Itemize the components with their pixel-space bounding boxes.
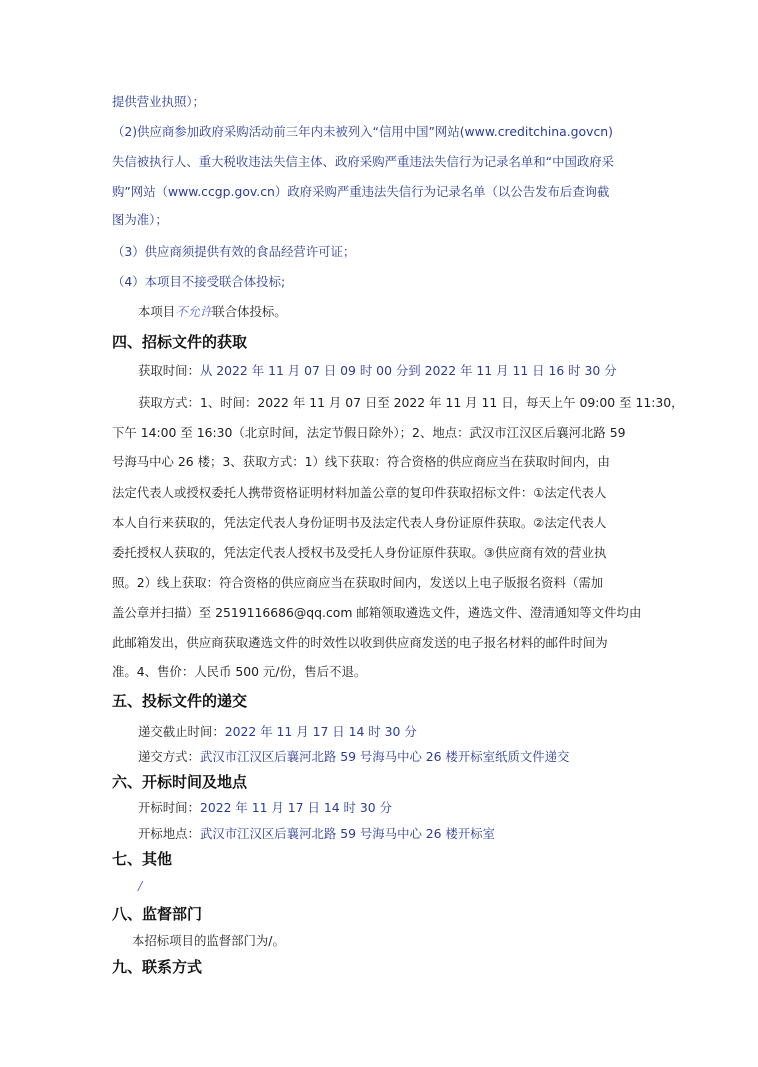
field-value: 从 2022 年 11 月 07 日 09 时 00 分到 2022 年 11 月 11 日 16 时 30 分: [199, 363, 617, 378]
text-line: 本招标项目的监督部门为/。: [132, 933, 285, 948]
text-line: 照。2）线上获取：符合资格的供应商应当在获取时间内，发送以上电子版报名资料（需加: [112, 575, 604, 590]
field-label: 开标地点：: [138, 826, 200, 841]
field-value: 2022 年 11 月 17 日 14 时 30 分: [224, 724, 417, 739]
section-heading: 七、其他: [112, 850, 173, 868]
text-line: 图为准）；: [112, 212, 168, 227]
text-line: 提供营业执照）；: [112, 94, 205, 109]
text-line: 准。4、售价：人民币 500 元/份，售后不退。: [112, 664, 367, 679]
text-line: 本人自行来获取的，凭法定代表人身份证明书及法定代表人身份证原件获取。②法定代表人: [112, 515, 607, 530]
text-line: [138, 749, 569, 765]
text-line: 失信被执行人、重大税收违法失信主体、政府采购严重违法失信行为记录名单和“中国政府采: [112, 154, 615, 169]
field-label: 获取时间：: [138, 363, 200, 378]
section-heading: 六、开标时间及地点: [112, 773, 248, 791]
field-value: 武汉市江汉区后襄河北路 59 号海马中心 26 楼开标室纸质文件递交: [199, 749, 570, 764]
text-line: 委托授权人获取的，凭法定代表人授权书及受托人身份证原件获取。③供应商有效的营业执: [112, 545, 607, 560]
text-line: [138, 800, 392, 816]
section-heading: 九、联系方式: [112, 958, 203, 976]
text-line: [138, 304, 287, 320]
field-label: 开标时间：: [138, 800, 200, 815]
emphasis-text: 不允许: [175, 304, 213, 319]
field-value: 2022 年 11 月 17 日 14 时 30 分: [199, 800, 392, 815]
text-line: 购”网站（www.ccgp.gov.cn）政府采购严重违法失信行为记录名单（以公告发布后查询截: [112, 184, 610, 199]
text-line: 法定代表人或授权委托人携带资格证明材料加盖公章的复印件获取招标文件：①法定代表人: [112, 485, 607, 500]
text-line: 号海马中心 26 楼；3、获取方式：1）线下获取：符合资格的供应商应当在获取时间内，由: [112, 454, 610, 469]
text-line: （3）供应商须提供有效的食品经营许可证；: [112, 244, 356, 259]
text-line: [138, 363, 617, 379]
section-heading: 五、投标文件的递交: [112, 692, 248, 710]
field-label: 递交方式：: [138, 749, 200, 764]
text-line: 下午 14:00 至 16:30（北京时间，法定节假日除外）；2、地点：武汉市江汉区后襄河北路 59: [112, 425, 626, 440]
field-label: 递交截止时间：: [138, 724, 225, 739]
section-heading: 四、招标文件的获取: [112, 333, 248, 351]
text-line: 此邮箱发出，供应商获取遴选文件的时效性以收到供应商发送的电子报名材料的邮件时间为: [112, 635, 608, 650]
text-line: 盖公章并扫描）至 2519116686@qq.com 邮箱领取遴选文件，遴选文件、澄清通知等文件均由: [112, 605, 642, 620]
text-line: （4）本项目不接受联合体投标;: [112, 274, 286, 289]
text-line: （2)供应商参加政府采购活动前三年内未被列入“信用中国”网站(www.creditchina.govcn): [112, 124, 613, 139]
text-line: [138, 826, 495, 842]
text-suffix: 联合体投标。: [212, 304, 287, 319]
text-line: 获取方式：1、时间：2022 年 11 月 07 日至 2022 年 11 月 11 日，每天上午 09:00 至 11:30，: [138, 395, 684, 410]
text-line: /: [138, 878, 143, 893]
field-value: 武汉市江汉区后襄河北路 59 号海马中心 26 楼开标室: [199, 826, 496, 841]
section-heading: 八、监督部门: [112, 905, 203, 923]
text-prefix: 本项目: [138, 304, 176, 319]
text-line: [138, 724, 417, 740]
